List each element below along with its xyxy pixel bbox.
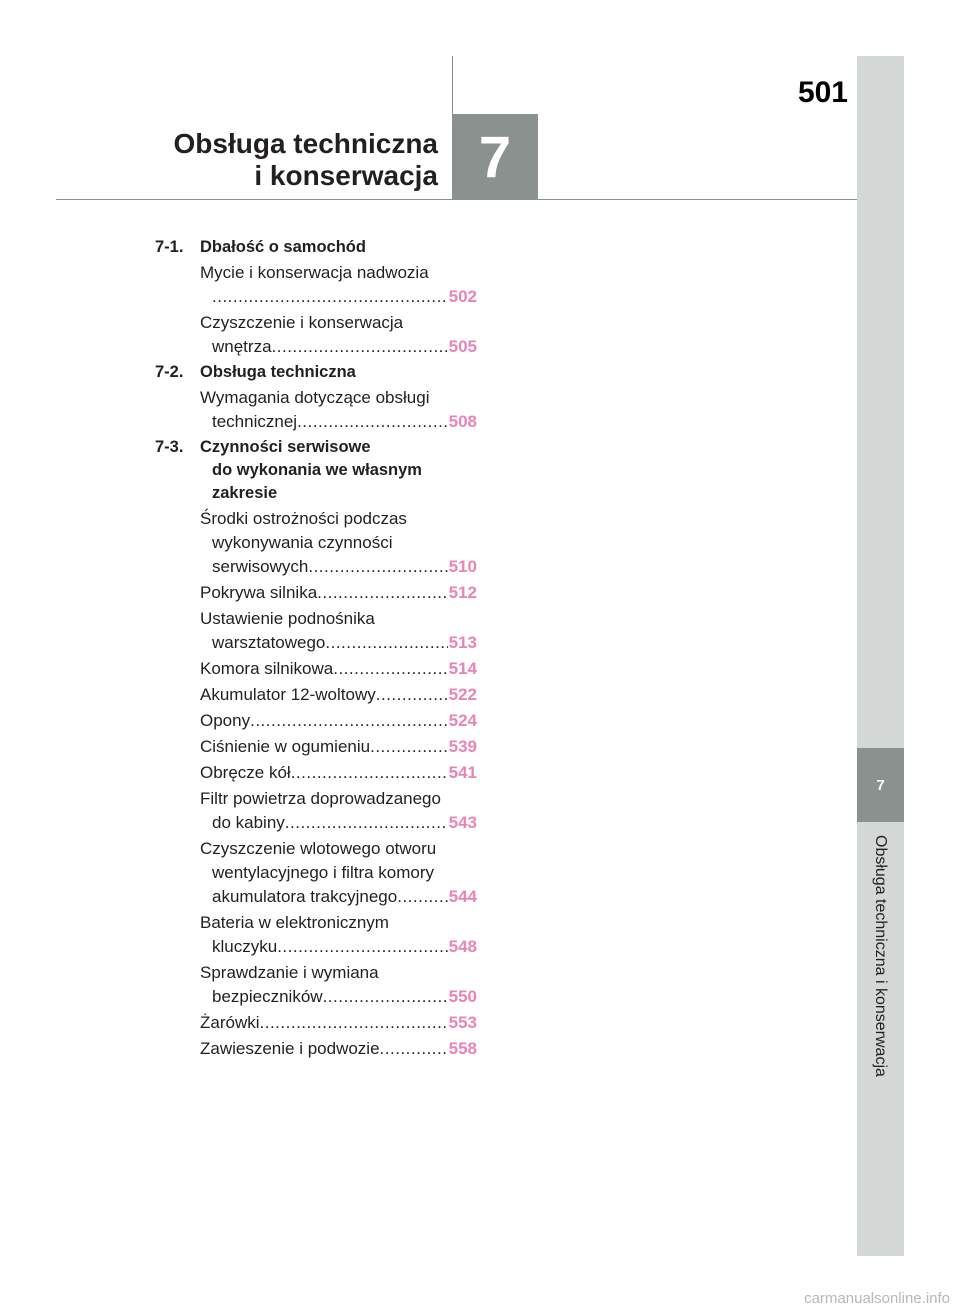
toc-entry[interactable]: [200, 507, 477, 579]
toc-section-7-1: [155, 236, 477, 259]
entry-page-number: 548: [448, 937, 477, 956]
chapter-number-box: 7: [452, 114, 538, 200]
toc-entry[interactable]: [200, 837, 477, 909]
toc-entry[interactable]: [200, 709, 477, 733]
entry-text: wentylacyjnego i filtra komory: [212, 863, 435, 882]
side-tab-label: Obsługa techniczna i konserwacja: [872, 835, 889, 1077]
entry-page-number: 539: [448, 737, 477, 756]
section-number: 7-2.: [155, 363, 184, 381]
entry-page-number: 508: [448, 412, 477, 431]
section-title: Czynności serwisowe do wykonania we własnym zakresie: [200, 438, 422, 502]
entry-page-number: 541: [448, 763, 477, 782]
entry-text: Bateria w elektronicznym: [200, 913, 389, 932]
entry-page-number: 558: [448, 1039, 477, 1058]
toc-entry[interactable]: [200, 683, 477, 707]
entry-text: technicznej: [212, 412, 298, 431]
entry-text: serwisowych: [212, 557, 309, 576]
toc-entry[interactable]: [200, 581, 477, 605]
toc-entry[interactable]: [200, 1037, 477, 1061]
section-title: Dbałość o samochód: [200, 238, 366, 256]
entry-page-number: 514: [448, 659, 477, 678]
entry-page-number: 543: [448, 813, 477, 832]
entry-text: Zawieszenie i podwozie: [200, 1039, 380, 1058]
toc-entry[interactable]: [200, 261, 477, 309]
entry-text: wykonywania czynności: [212, 533, 393, 552]
entry-text: akumulatora trakcyjnego: [212, 887, 398, 906]
entry-text: Czyszczenie wlotowego otworu: [200, 839, 437, 858]
entry-text: Obręcze kół: [200, 763, 291, 782]
entry-page-number: 553: [448, 1013, 477, 1032]
table-of-contents: [155, 236, 477, 1063]
toc-entry[interactable]: [200, 761, 477, 785]
entry-text: warsztatowego: [212, 633, 326, 652]
toc-entry[interactable]: [200, 657, 477, 681]
entry-page-number: 522: [448, 685, 477, 704]
entry-text: Wymagania dotyczące obsługi: [200, 388, 430, 407]
header-vertical-rule: [452, 56, 453, 116]
entry-text: Ustawienie podnośnika: [200, 609, 375, 628]
entry-text: Sprawdzanie i wymiana: [200, 963, 379, 982]
entry-text: Akumulator 12-woltowy: [200, 685, 376, 704]
toc-section-7-2: [155, 361, 477, 384]
toc-entry[interactable]: [200, 607, 477, 655]
toc-entry[interactable]: [200, 1011, 477, 1035]
entry-text: kluczyku: [212, 937, 278, 956]
toc-entry[interactable]: [200, 735, 477, 759]
section-title: Obsługa techniczna: [200, 363, 356, 381]
entry-text: do kabiny: [212, 813, 285, 832]
entry-page-number: 512: [448, 583, 477, 602]
entry-text: Żarówki: [200, 1013, 260, 1032]
entry-page-number: 502: [448, 287, 477, 306]
toc-section-7-3: [155, 436, 477, 505]
toc-entry[interactable]: [200, 386, 477, 434]
entry-page-number: 544: [448, 887, 477, 906]
section-number: 7-1.: [155, 238, 184, 256]
entry-text: bezpieczników: [212, 987, 323, 1006]
entry-page-number: 513: [448, 633, 477, 652]
chapter-title-line1: Obsługa techniczna: [173, 128, 438, 159]
toc-entry[interactable]: [200, 787, 477, 835]
entry-text: Środki ostrożności podczas: [200, 509, 407, 528]
watermark: carmanualsonline.info: [804, 1290, 950, 1307]
entry-text: Ciśnienie w ogumieniu: [200, 737, 371, 756]
entry-text: Mycie i konserwacja nadwozia: [200, 263, 429, 282]
entry-text: Komora silnikowa: [200, 659, 334, 678]
entry-text: Filtr powietrza doprowadzanego: [200, 789, 441, 808]
page-number: 501: [797, 76, 848, 109]
entry-page-number: 510: [448, 557, 477, 576]
entry-page-number: 524: [448, 711, 477, 730]
chapter-title: [174, 128, 439, 192]
section-number: 7-3.: [155, 438, 184, 456]
entry-page-number: 505: [448, 337, 477, 356]
entry-text: Czyszczenie i konserwacja: [200, 313, 404, 332]
toc-entry[interactable]: [200, 311, 477, 359]
toc-entry[interactable]: [200, 911, 477, 959]
entry-text: wnętrza: [212, 337, 272, 356]
side-tab-number: 7: [857, 748, 904, 822]
entry-page-number: 550: [448, 987, 477, 1006]
entry-text: Opony: [200, 711, 251, 730]
chapter-title-line2: i konserwacja: [254, 160, 438, 191]
toc-entry[interactable]: [200, 961, 477, 1009]
entry-text: Pokrywa silnika: [200, 583, 318, 602]
